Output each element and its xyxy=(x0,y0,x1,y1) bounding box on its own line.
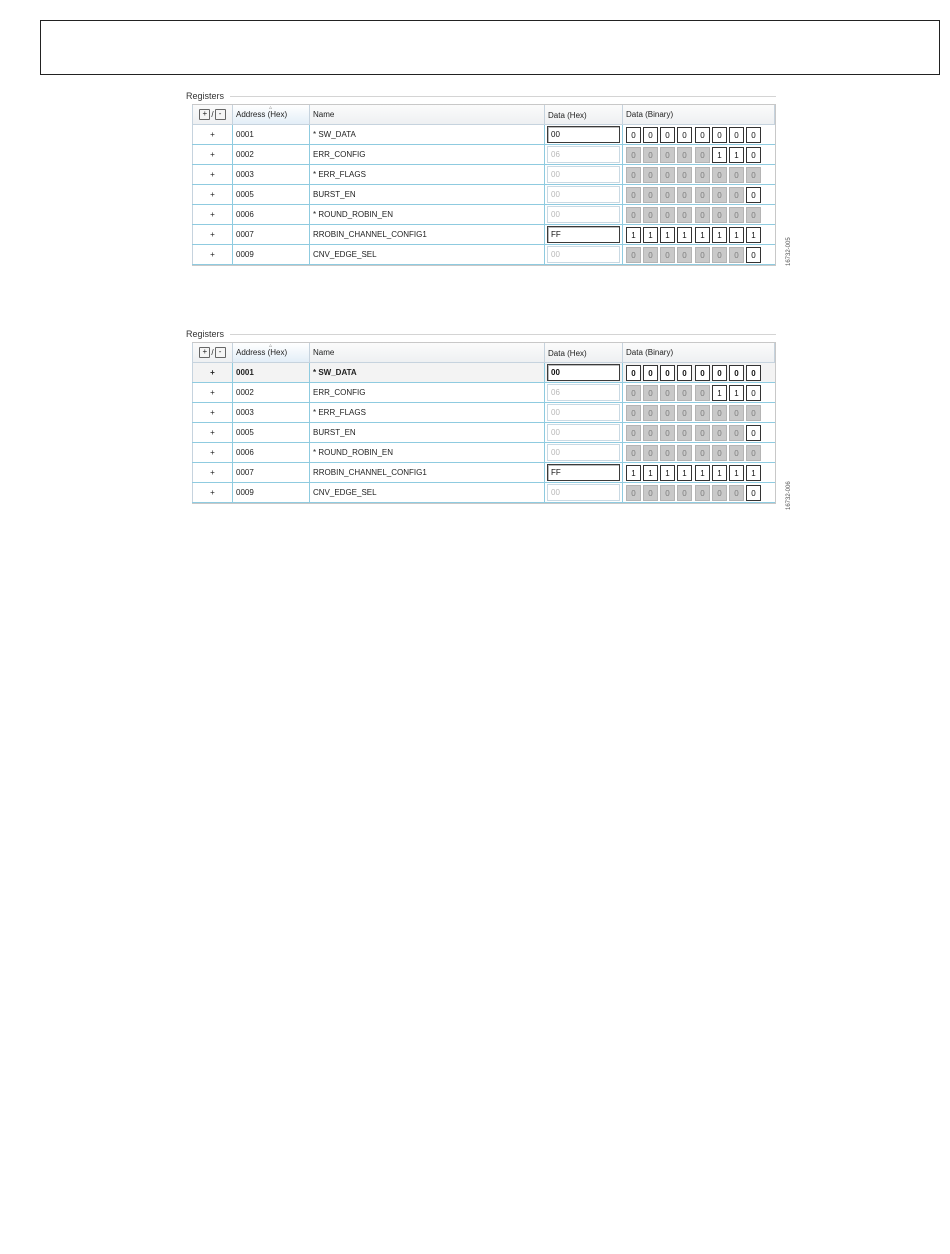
bit-toggle: 0 xyxy=(695,485,710,501)
bit-toggle: 0 xyxy=(643,485,658,501)
data-hex-cell xyxy=(545,165,623,184)
data-binary-cell xyxy=(623,205,775,224)
bit-field xyxy=(626,445,761,461)
bit-toggle: 0 xyxy=(643,385,658,401)
data-hex-input: 06 xyxy=(547,146,620,163)
data-hex-input: 00 xyxy=(547,206,620,223)
bit-toggle: 0 xyxy=(643,187,658,203)
bit-toggle[interactable]: 1 xyxy=(712,147,727,163)
table-row[interactable] xyxy=(192,165,775,185)
data-hex-cell xyxy=(545,383,623,402)
bit-toggle[interactable]: 0 xyxy=(746,187,761,203)
bit-toggle: 0 xyxy=(729,187,744,203)
bit-toggle: 0 xyxy=(643,147,658,163)
nibble-group xyxy=(695,445,761,461)
data-hex-input: 00 xyxy=(547,186,620,203)
nibble-group xyxy=(626,385,692,401)
bit-toggle: 0 xyxy=(643,247,658,263)
bit-toggle[interactable]: 1 xyxy=(677,465,692,481)
bit-toggle[interactable]: 1 xyxy=(677,227,692,243)
register-address: 0009 xyxy=(233,245,310,264)
nibble-group xyxy=(626,425,692,441)
data-hex-cell xyxy=(545,363,623,382)
register-address: 0007 xyxy=(233,225,310,244)
bit-toggle[interactable]: 1 xyxy=(712,227,727,243)
register-name: * ROUND_ROBIN_EN xyxy=(310,443,545,462)
bit-toggle: 0 xyxy=(643,207,658,223)
bit-toggle: 0 xyxy=(712,187,727,203)
bit-toggle: 0 xyxy=(746,405,761,421)
data-binary-cell xyxy=(623,245,775,264)
data-binary-cell xyxy=(623,363,775,382)
expand-collapse-header xyxy=(192,105,233,124)
register-address: 0006 xyxy=(233,443,310,462)
bit-toggle: 0 xyxy=(660,207,675,223)
expand-row-button[interactable]: + xyxy=(192,185,233,204)
bit-toggle[interactable]: 0 xyxy=(626,365,641,381)
bit-toggle: 0 xyxy=(643,167,658,183)
register-address: 0001 xyxy=(233,125,310,144)
data-hex-cell xyxy=(545,443,623,462)
data-binary-cell xyxy=(623,125,775,144)
register-name: * SW_DATA xyxy=(310,363,545,382)
nibble-group xyxy=(695,247,761,263)
register-table xyxy=(192,342,776,504)
bit-toggle[interactable]: 0 xyxy=(746,127,761,143)
bit-toggle: 0 xyxy=(660,147,675,163)
column-header-name[interactable]: Name xyxy=(310,105,545,124)
bit-toggle[interactable]: 1 xyxy=(746,465,761,481)
panel-title: Registers xyxy=(186,90,776,102)
expand-collapse-controls xyxy=(193,105,232,124)
register-name: ERR_CONFIG xyxy=(310,383,545,402)
bit-toggle: 0 xyxy=(729,485,744,501)
bit-toggle: 0 xyxy=(695,425,710,441)
register-address: 0003 xyxy=(233,165,310,184)
figure-code: 16732-005 xyxy=(786,237,792,266)
expand-all-button[interactable]: + xyxy=(199,109,210,120)
data-binary-cell xyxy=(623,185,775,204)
bit-toggle[interactable]: 0 xyxy=(660,127,675,143)
bit-toggle[interactable]: 1 xyxy=(729,465,744,481)
bit-toggle: 0 xyxy=(712,445,727,461)
bit-toggle[interactable]: 1 xyxy=(729,227,744,243)
bit-toggle[interactable]: 0 xyxy=(712,127,727,143)
bit-toggle: 0 xyxy=(677,485,692,501)
table-row[interactable] xyxy=(192,205,775,225)
bit-toggle: 0 xyxy=(712,405,727,421)
bit-toggle: 0 xyxy=(712,425,727,441)
bit-field xyxy=(626,365,761,381)
bit-toggle: 0 xyxy=(643,405,658,421)
bit-toggle: 0 xyxy=(695,405,710,421)
bit-toggle: 0 xyxy=(626,187,641,203)
bit-toggle: 0 xyxy=(626,405,641,421)
register-address: 0001 xyxy=(233,363,310,382)
data-hex-cell xyxy=(545,125,623,144)
registers-panel xyxy=(186,90,776,266)
data-hex-cell xyxy=(545,225,623,244)
expand-collapse-controls xyxy=(193,343,232,362)
nibble-group xyxy=(695,127,761,143)
column-header-data-hex[interactable]: Data (Hex) xyxy=(545,343,623,362)
bit-toggle: 0 xyxy=(695,247,710,263)
bit-toggle[interactable]: 1 xyxy=(712,385,727,401)
nibble-group xyxy=(626,247,692,263)
nibble-group xyxy=(695,485,761,501)
bit-toggle[interactable]: 1 xyxy=(626,465,641,481)
bit-toggle: 0 xyxy=(626,207,641,223)
data-hex-input: 00 xyxy=(547,166,620,183)
bit-toggle: 0 xyxy=(695,167,710,183)
bit-field xyxy=(626,405,761,421)
bit-field xyxy=(626,167,761,183)
nibble-group xyxy=(626,147,692,163)
table-row[interactable] xyxy=(192,185,775,205)
bit-toggle: 0 xyxy=(695,207,710,223)
data-hex-input: 00 xyxy=(547,404,620,421)
nibble-group xyxy=(626,405,692,421)
register-name: RROBIN_CHANNEL_CONFIG1 xyxy=(310,463,545,482)
bit-toggle[interactable]: 1 xyxy=(660,227,675,243)
bit-toggle[interactable]: 0 xyxy=(660,365,675,381)
nibble-group xyxy=(626,485,692,501)
bit-toggle[interactable]: 0 xyxy=(746,385,761,401)
register-name: * SW_DATA xyxy=(310,125,545,144)
bit-toggle[interactable]: 0 xyxy=(626,127,641,143)
expand-row-button[interactable]: + xyxy=(192,125,233,144)
bit-toggle[interactable]: 0 xyxy=(677,127,692,143)
register-name: * ERR_FLAGS xyxy=(310,403,545,422)
nibble-group xyxy=(626,445,692,461)
nibble-group xyxy=(695,207,761,223)
table-row[interactable] xyxy=(192,145,775,165)
bit-toggle: 0 xyxy=(660,247,675,263)
bit-toggle: 0 xyxy=(626,385,641,401)
register-address: 0002 xyxy=(233,145,310,164)
bit-toggle[interactable]: 1 xyxy=(712,465,727,481)
data-hex-input[interactable]: FF xyxy=(547,464,620,481)
data-binary-cell xyxy=(623,165,775,184)
register-address: 0005 xyxy=(233,423,310,442)
table-row[interactable] xyxy=(192,463,775,483)
data-hex-cell xyxy=(545,483,623,502)
nibble-group xyxy=(626,227,692,243)
expand-row-button[interactable]: + xyxy=(192,463,233,482)
bit-toggle: 0 xyxy=(660,187,675,203)
table-row[interactable] xyxy=(192,403,775,423)
collapse-all-button[interactable]: - xyxy=(215,347,226,358)
bit-toggle: 0 xyxy=(660,167,675,183)
bit-toggle: 0 xyxy=(695,385,710,401)
table-row[interactable] xyxy=(192,125,775,145)
header-frame xyxy=(40,20,940,75)
data-binary-cell xyxy=(623,443,775,462)
bit-toggle: 0 xyxy=(677,187,692,203)
register-address: 0002 xyxy=(233,383,310,402)
data-binary-cell xyxy=(623,145,775,164)
column-header-address[interactable] xyxy=(233,343,310,362)
data-hex-input: 00 xyxy=(547,424,620,441)
nibble-group xyxy=(695,365,761,381)
bit-toggle[interactable]: 0 xyxy=(746,147,761,163)
bit-toggle: 0 xyxy=(643,445,658,461)
bit-toggle[interactable]: 0 xyxy=(746,247,761,263)
register-address: 0007 xyxy=(233,463,310,482)
sort-indicator-icon: ▵ xyxy=(269,105,273,111)
register-name: BURST_EN xyxy=(310,423,545,442)
expand-row-button[interactable]: + xyxy=(192,443,233,462)
expand-row-button[interactable]: + xyxy=(192,363,233,382)
nibble-group xyxy=(695,147,761,163)
bit-toggle: 0 xyxy=(746,445,761,461)
bit-toggle: 0 xyxy=(746,207,761,223)
data-binary-cell xyxy=(623,423,775,442)
table-row[interactable] xyxy=(192,443,775,463)
bit-field xyxy=(626,465,761,481)
table-row[interactable] xyxy=(192,383,775,403)
bit-field xyxy=(626,485,761,501)
bit-toggle: 0 xyxy=(660,445,675,461)
bit-toggle: 0 xyxy=(677,385,692,401)
bit-toggle: 0 xyxy=(660,485,675,501)
expand-row-button[interactable]: + xyxy=(192,423,233,442)
table-row[interactable] xyxy=(192,423,775,443)
nibble-group xyxy=(626,127,692,143)
bit-toggle: 0 xyxy=(695,445,710,461)
nibble-group xyxy=(695,465,761,481)
bit-field xyxy=(626,207,761,223)
bit-field xyxy=(626,147,761,163)
nibble-group xyxy=(695,227,761,243)
bit-field xyxy=(626,127,761,143)
data-hex-cell xyxy=(545,245,623,264)
column-header-data-binary[interactable]: Data (Binary) xyxy=(623,105,775,124)
bit-toggle[interactable]: 0 xyxy=(746,365,761,381)
nibble-group xyxy=(695,167,761,183)
bit-toggle: 0 xyxy=(626,445,641,461)
expand-collapse-header xyxy=(192,343,233,362)
bit-toggle: 0 xyxy=(677,445,692,461)
bit-toggle[interactable]: 1 xyxy=(626,227,641,243)
expand-row-button[interactable]: + xyxy=(192,483,233,502)
data-hex-cell xyxy=(545,403,623,422)
expand-row-button[interactable]: + xyxy=(192,225,233,244)
table-row[interactable] xyxy=(192,225,775,245)
nibble-group xyxy=(626,365,692,381)
bit-toggle[interactable]: 1 xyxy=(729,385,744,401)
register-name: ERR_CONFIG xyxy=(310,145,545,164)
bit-toggle[interactable]: 0 xyxy=(677,365,692,381)
bit-toggle[interactable]: 0 xyxy=(729,365,744,381)
bit-field xyxy=(626,227,761,243)
bit-toggle: 0 xyxy=(712,207,727,223)
bit-toggle[interactable]: 1 xyxy=(746,227,761,243)
table-row[interactable] xyxy=(192,363,775,383)
bit-toggle: 0 xyxy=(626,147,641,163)
bit-toggle: 0 xyxy=(712,247,727,263)
column-header-address[interactable] xyxy=(233,105,310,124)
data-binary-cell xyxy=(623,383,775,402)
bit-toggle[interactable]: 1 xyxy=(729,147,744,163)
register-name: BURST_EN xyxy=(310,185,545,204)
bit-toggle: 0 xyxy=(729,207,744,223)
data-hex-cell xyxy=(545,463,623,482)
register-address: 0005 xyxy=(233,185,310,204)
table-row[interactable] xyxy=(192,245,775,265)
bit-toggle: 0 xyxy=(626,425,641,441)
expand-row-button[interactable]: + xyxy=(192,383,233,402)
panel-title: Registers xyxy=(186,328,776,340)
bit-toggle: 0 xyxy=(677,167,692,183)
data-hex-cell xyxy=(545,205,623,224)
table-header xyxy=(192,343,775,363)
register-table xyxy=(192,104,776,266)
register-name: * ERR_FLAGS xyxy=(310,165,545,184)
column-header-name[interactable]: Name xyxy=(310,343,545,362)
bit-toggle[interactable]: 1 xyxy=(695,227,710,243)
register-name: CNV_EDGE_SEL xyxy=(310,483,545,502)
table-row[interactable] xyxy=(192,483,775,503)
bit-toggle: 0 xyxy=(729,247,744,263)
bit-toggle: 0 xyxy=(626,485,641,501)
bit-toggle[interactable]: 0 xyxy=(643,127,658,143)
data-hex-cell xyxy=(545,185,623,204)
bit-toggle: 0 xyxy=(660,385,675,401)
data-hex-input[interactable]: 00 xyxy=(547,364,620,381)
bit-toggle: 0 xyxy=(695,187,710,203)
nibble-group xyxy=(626,167,692,183)
bit-toggle: 0 xyxy=(643,425,658,441)
bit-toggle[interactable]: 1 xyxy=(643,227,658,243)
column-header-data-hex[interactable]: Data (Hex) xyxy=(545,105,623,124)
nibble-group xyxy=(626,187,692,203)
bit-toggle: 0 xyxy=(729,405,744,421)
bit-toggle: 0 xyxy=(729,425,744,441)
figure-code: 16732-006 xyxy=(786,481,792,510)
registers-panel xyxy=(186,328,776,504)
register-name: CNV_EDGE_SEL xyxy=(310,245,545,264)
nibble-group xyxy=(626,207,692,223)
data-hex-input: 06 xyxy=(547,384,620,401)
bit-toggle: 0 xyxy=(626,247,641,263)
bit-toggle: 0 xyxy=(729,167,744,183)
register-address: 0006 xyxy=(233,205,310,224)
collapse-all-button[interactable]: - xyxy=(215,109,226,120)
nibble-group xyxy=(626,465,692,481)
register-address: 0003 xyxy=(233,403,310,422)
bit-toggle[interactable]: 0 xyxy=(695,127,710,143)
separator-glyph: / xyxy=(211,110,214,119)
bit-field xyxy=(626,425,761,441)
column-header-label: Address (Hex) xyxy=(236,110,288,119)
data-hex-cell xyxy=(545,423,623,442)
bit-toggle: 0 xyxy=(712,485,727,501)
bit-field xyxy=(626,385,761,401)
data-hex-input: 00 xyxy=(547,246,620,263)
bit-toggle: 0 xyxy=(677,247,692,263)
expand-row-button[interactable]: + xyxy=(192,403,233,422)
data-binary-cell xyxy=(623,483,775,502)
bit-toggle[interactable]: 1 xyxy=(643,465,658,481)
register-address: 0009 xyxy=(233,483,310,502)
bit-toggle[interactable]: 1 xyxy=(695,465,710,481)
bit-field xyxy=(626,187,761,203)
data-hex-input: 00 xyxy=(547,484,620,501)
expand-row-button[interactable]: + xyxy=(192,145,233,164)
bit-field xyxy=(626,247,761,263)
nibble-group xyxy=(695,405,761,421)
bit-toggle: 0 xyxy=(660,425,675,441)
bit-toggle: 0 xyxy=(677,207,692,223)
bit-toggle: 0 xyxy=(677,425,692,441)
bit-toggle: 0 xyxy=(677,147,692,163)
bit-toggle[interactable]: 0 xyxy=(746,425,761,441)
bit-toggle[interactable]: 0 xyxy=(729,127,744,143)
column-header-label: Address (Hex) xyxy=(236,348,288,357)
bit-toggle[interactable]: 0 xyxy=(643,365,658,381)
data-hex-input[interactable]: FF xyxy=(547,226,620,243)
bit-toggle: 0 xyxy=(677,405,692,421)
expand-row-button[interactable]: + xyxy=(192,165,233,184)
bit-toggle[interactable]: 0 xyxy=(712,365,727,381)
register-name: * ROUND_ROBIN_EN xyxy=(310,205,545,224)
data-hex-input[interactable]: 00 xyxy=(547,126,620,143)
sort-indicator-icon: ▵ xyxy=(269,343,273,349)
bit-toggle[interactable]: 0 xyxy=(695,365,710,381)
bit-toggle: 0 xyxy=(660,405,675,421)
bit-toggle: 0 xyxy=(626,167,641,183)
bit-toggle: 0 xyxy=(712,167,727,183)
nibble-group xyxy=(695,385,761,401)
separator-glyph: / xyxy=(211,348,214,357)
bit-toggle[interactable]: 0 xyxy=(746,485,761,501)
bit-toggle: 0 xyxy=(729,445,744,461)
data-hex-cell xyxy=(545,145,623,164)
register-name: RROBIN_CHANNEL_CONFIG1 xyxy=(310,225,545,244)
data-hex-input: 00 xyxy=(547,444,620,461)
table-header xyxy=(192,105,775,125)
column-header-data-binary[interactable]: Data (Binary) xyxy=(623,343,775,362)
bit-toggle[interactable]: 1 xyxy=(660,465,675,481)
expand-row-button[interactable]: + xyxy=(192,245,233,264)
expand-row-button[interactable]: + xyxy=(192,205,233,224)
bit-toggle: 0 xyxy=(695,147,710,163)
data-binary-cell xyxy=(623,403,775,422)
nibble-group xyxy=(695,425,761,441)
data-binary-cell xyxy=(623,225,775,244)
expand-all-button[interactable]: + xyxy=(199,347,210,358)
bit-toggle: 0 xyxy=(746,167,761,183)
nibble-group xyxy=(695,187,761,203)
data-binary-cell xyxy=(623,463,775,482)
